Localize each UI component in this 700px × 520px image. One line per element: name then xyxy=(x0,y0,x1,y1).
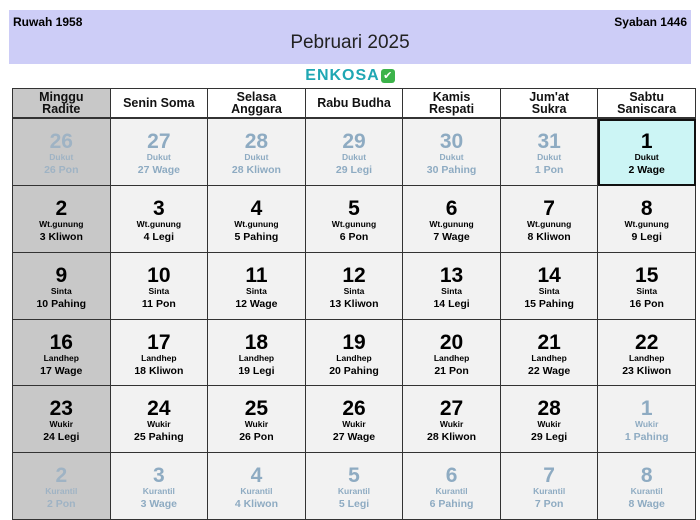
javanese-date: 29 Legi xyxy=(335,164,373,176)
wuku-label: Sinta xyxy=(246,285,267,296)
day-cell[interactable] xyxy=(501,186,599,253)
day-header-line2: Anggara xyxy=(231,102,282,116)
day-cell[interactable] xyxy=(403,453,501,520)
day-header xyxy=(111,89,209,119)
date-number: 1 xyxy=(640,397,653,421)
javanese-date: 2 Pon xyxy=(46,498,76,511)
wuku-label: Wt.gunung xyxy=(39,218,84,229)
brand-name: ENKOSA xyxy=(305,67,380,84)
date-number: 5 xyxy=(348,196,360,220)
wuku-label: Landhep xyxy=(141,352,177,363)
date-number: 19 xyxy=(342,330,366,354)
date-number: 16 xyxy=(49,330,73,354)
javanese-date: 5 Legi xyxy=(338,498,370,511)
javanese-date: 8 Kliwon xyxy=(527,230,571,243)
date-number: 29 xyxy=(342,130,366,153)
wuku-label: Wt.gunung xyxy=(331,218,377,229)
wuku-label: Dukut xyxy=(244,152,269,162)
day-header xyxy=(403,89,501,119)
day-cell[interactable] xyxy=(598,453,696,520)
javanese-date: 27 Wage xyxy=(137,164,180,176)
day-cell[interactable] xyxy=(306,186,404,253)
day-cell[interactable] xyxy=(306,386,404,453)
date-number: 6 xyxy=(445,196,458,220)
javanese-date: 26 Pon xyxy=(44,164,79,176)
wuku-label: Kurantil xyxy=(435,486,468,497)
day-header xyxy=(598,89,696,119)
wuku-label: Dukut xyxy=(537,152,562,162)
day-cell[interactable] xyxy=(208,119,306,186)
javanese-date: 11 Pon xyxy=(141,297,176,310)
day-cell[interactable] xyxy=(403,119,501,186)
day-cell[interactable] xyxy=(598,386,696,453)
day-cell[interactable] xyxy=(403,253,501,320)
wuku-label: Kurantil xyxy=(533,486,566,497)
date-number: 2 xyxy=(55,196,68,220)
day-header xyxy=(13,89,111,119)
date-number: 5 xyxy=(348,464,360,488)
javanese-date: 1 Pahing xyxy=(624,431,669,444)
wuku-label: Wukir xyxy=(147,419,171,430)
javanese-date: 21 Pon xyxy=(434,364,469,377)
day-cell[interactable] xyxy=(13,186,111,253)
date-number: 28 xyxy=(244,130,269,153)
day-cell[interactable] xyxy=(501,453,599,520)
hijri-month-label: Syaban 1446 xyxy=(614,15,687,29)
javanese-date: 9 Legi xyxy=(631,230,662,243)
day-header-line1: Minggu xyxy=(39,90,84,104)
wuku-label: Kurantil xyxy=(337,486,371,497)
wuku-label: Sinta xyxy=(50,285,72,296)
javanese-date: 7 Wage xyxy=(433,230,470,243)
day-cell[interactable] xyxy=(403,320,501,387)
day-cell[interactable] xyxy=(598,253,696,320)
javanese-date: 24 Legi xyxy=(43,431,80,444)
day-header xyxy=(208,89,306,119)
wuku-label: Wukir xyxy=(49,419,74,430)
wuku-label: Sinta xyxy=(636,285,658,296)
date-number: 7 xyxy=(543,196,555,220)
day-cell[interactable] xyxy=(208,453,306,520)
wuku-label: Sinta xyxy=(343,285,365,296)
day-cell[interactable] xyxy=(501,320,599,387)
day-cell[interactable] xyxy=(13,453,111,520)
day-cell[interactable] xyxy=(111,386,209,453)
date-number: 11 xyxy=(245,263,268,287)
wuku-label: Wukir xyxy=(439,419,464,430)
day-cell[interactable] xyxy=(111,253,209,320)
javanese-date: 5 Pahing xyxy=(234,230,279,243)
wuku-label: Wukir xyxy=(634,419,659,430)
date-number: 20 xyxy=(439,330,464,354)
javanese-date: 6 Pahing xyxy=(429,498,474,511)
javanese-date: 19 Legi xyxy=(238,364,275,377)
wuku-label: Wt.gunung xyxy=(234,218,279,229)
date-number: 25 xyxy=(244,397,269,421)
day-cell[interactable] xyxy=(208,320,306,387)
date-number: 8 xyxy=(640,196,653,220)
wuku-label: Wukir xyxy=(537,419,561,430)
day-cell[interactable] xyxy=(208,186,306,253)
day-cell[interactable] xyxy=(403,186,501,253)
javanese-date: 30 Pahing xyxy=(426,164,477,176)
javanese-date: 17 Wage xyxy=(40,364,83,377)
date-number: 7 xyxy=(543,464,555,488)
wuku-label: Kurantil xyxy=(45,486,78,497)
day-cell[interactable] xyxy=(306,119,404,186)
wuku-label: Wt.gunung xyxy=(526,218,572,229)
date-number: 9 xyxy=(55,263,68,287)
date-number: 28 xyxy=(537,397,561,421)
javanese-date: 20 Pahing xyxy=(329,364,379,377)
javanese-date: 23 Kliwon xyxy=(622,364,672,377)
day-header-line2: Respati xyxy=(428,102,475,116)
day-cell[interactable] xyxy=(306,453,404,520)
date-number: 10 xyxy=(147,263,171,287)
day-cell[interactable] xyxy=(13,386,111,453)
javanese-date: 16 Pon xyxy=(629,297,664,310)
wuku-label: Dukut xyxy=(146,152,171,162)
date-number: 15 xyxy=(635,263,659,287)
day-cell[interactable] xyxy=(306,253,404,320)
date-number: 22 xyxy=(635,330,659,354)
day-header-line1: Jum'at xyxy=(529,90,570,104)
day-header-line2: Sukra xyxy=(531,102,567,116)
javanese-date: 15 Pahing xyxy=(524,297,574,310)
day-cell[interactable] xyxy=(306,320,404,387)
date-number: 6 xyxy=(445,464,458,488)
day-cell[interactable] xyxy=(598,320,696,387)
javanese-month-label: Ruwah 1958 xyxy=(13,15,83,29)
date-number: 3 xyxy=(153,464,165,488)
javanese-date: 13 Kliwon xyxy=(329,297,379,310)
javanese-date: 12 Wage xyxy=(235,297,278,310)
javanese-date: 29 Legi xyxy=(531,431,568,444)
wuku-label: Kurantil xyxy=(142,486,175,497)
page-title: Pebruari 2025 xyxy=(290,32,410,53)
day-cell[interactable] xyxy=(403,386,501,453)
day-header-line1: Selasa xyxy=(236,90,277,104)
javanese-date: 4 Legi xyxy=(143,230,175,243)
wuku-label: Wt.gunung xyxy=(624,218,669,229)
day-cell[interactable] xyxy=(501,119,599,186)
date-number: 4 xyxy=(250,196,263,220)
brand-logo[interactable] xyxy=(0,67,700,87)
wuku-label: Wukir xyxy=(342,419,366,430)
wuku-label: Sinta xyxy=(538,285,560,296)
day-cell[interactable] xyxy=(111,320,209,387)
wuku-label: Landhep xyxy=(531,352,567,363)
wuku-label: Landhep xyxy=(238,352,275,363)
wuku-label: Wt.gunung xyxy=(136,218,182,229)
day-cell[interactable] xyxy=(598,186,696,253)
day-header-line1: Kamis xyxy=(432,90,471,104)
javanese-date: 25 Pahing xyxy=(134,431,184,444)
javanese-date: 2 Wage xyxy=(628,164,665,176)
calendar-header xyxy=(9,10,691,64)
day-cell[interactable] xyxy=(111,119,209,186)
day-header-line2: Saniscara xyxy=(617,102,677,116)
wuku-label: Wukir xyxy=(244,419,269,430)
day-cell[interactable] xyxy=(111,453,209,520)
day-cell[interactable] xyxy=(111,186,209,253)
date-number: 14 xyxy=(537,263,561,287)
wuku-label: Wt.gunung xyxy=(429,218,474,229)
day-header-line1: Rabu Budha xyxy=(317,96,391,110)
day-header-line1: Sabtu xyxy=(629,90,665,104)
javanese-date: 18 Kliwon xyxy=(134,364,184,377)
date-number: 12 xyxy=(342,263,366,287)
wuku-label: Dukut xyxy=(634,152,659,162)
wuku-label: Sinta xyxy=(441,285,462,296)
day-cell[interactable] xyxy=(501,253,599,320)
date-number: 23 xyxy=(49,397,73,421)
date-number: 17 xyxy=(147,330,171,354)
wuku-label: Kurantil xyxy=(630,486,663,497)
day-cell[interactable] xyxy=(501,386,599,453)
javanese-date: 22 Wage xyxy=(528,364,571,377)
day-header xyxy=(306,89,404,119)
wuku-label: Dukut xyxy=(439,152,464,162)
date-number: 2 xyxy=(55,464,68,488)
date-number: 1 xyxy=(640,130,653,153)
date-number: 4 xyxy=(250,464,263,488)
javanese-date: 28 Kliwon xyxy=(231,164,281,176)
wuku-label: Landhep xyxy=(43,352,79,363)
day-header-line1: Senin Soma xyxy=(123,96,195,110)
day-cell[interactable] xyxy=(208,386,306,453)
date-number: 26 xyxy=(49,130,73,153)
wuku-label: Sinta xyxy=(148,285,170,296)
date-number: 27 xyxy=(147,130,171,153)
date-number: 31 xyxy=(537,130,561,153)
javanese-date: 27 Wage xyxy=(332,431,376,444)
date-number: 24 xyxy=(147,397,171,421)
wuku-label: Landhep xyxy=(628,352,665,363)
wuku-label: Dukut xyxy=(341,152,367,162)
date-number: 26 xyxy=(342,397,366,421)
day-cell-today[interactable] xyxy=(598,119,696,186)
date-number: 30 xyxy=(439,130,464,153)
javanese-date: 6 Pon xyxy=(339,230,369,243)
javanese-date: 28 Kliwon xyxy=(427,431,477,444)
javanese-date: 14 Legi xyxy=(433,297,470,310)
date-number: 21 xyxy=(537,330,561,354)
wuku-label: Dukut xyxy=(49,152,74,162)
javanese-date: 10 Pahing xyxy=(36,297,87,310)
wuku-label: Kurantil xyxy=(240,486,273,497)
wuku-label: Landhep xyxy=(336,352,372,363)
javanese-date: 4 Kliwon xyxy=(234,498,278,511)
javanese-date: 7 Pon xyxy=(534,498,564,511)
javanese-date: 3 Wage xyxy=(140,498,178,511)
javanese-date: 26 Pon xyxy=(239,431,274,444)
javanese-date: 1 Pon xyxy=(534,164,564,176)
date-number: 13 xyxy=(439,263,464,287)
day-cell[interactable] xyxy=(13,253,111,320)
day-cell[interactable] xyxy=(13,320,111,387)
check-icon: ✔ xyxy=(381,69,395,83)
day-cell[interactable] xyxy=(208,253,306,320)
date-number: 8 xyxy=(640,464,653,488)
javanese-date: 8 Wage xyxy=(628,498,665,511)
calendar-grid xyxy=(12,88,696,520)
day-header xyxy=(501,89,599,119)
date-number: 3 xyxy=(153,196,165,220)
wuku-label: Landhep xyxy=(433,352,470,363)
date-number: 27 xyxy=(439,397,464,421)
day-header-line2: Radite xyxy=(42,102,81,116)
javanese-date: 3 Kliwon xyxy=(39,230,83,243)
date-number: 18 xyxy=(244,330,269,354)
day-cell[interactable] xyxy=(13,119,111,186)
